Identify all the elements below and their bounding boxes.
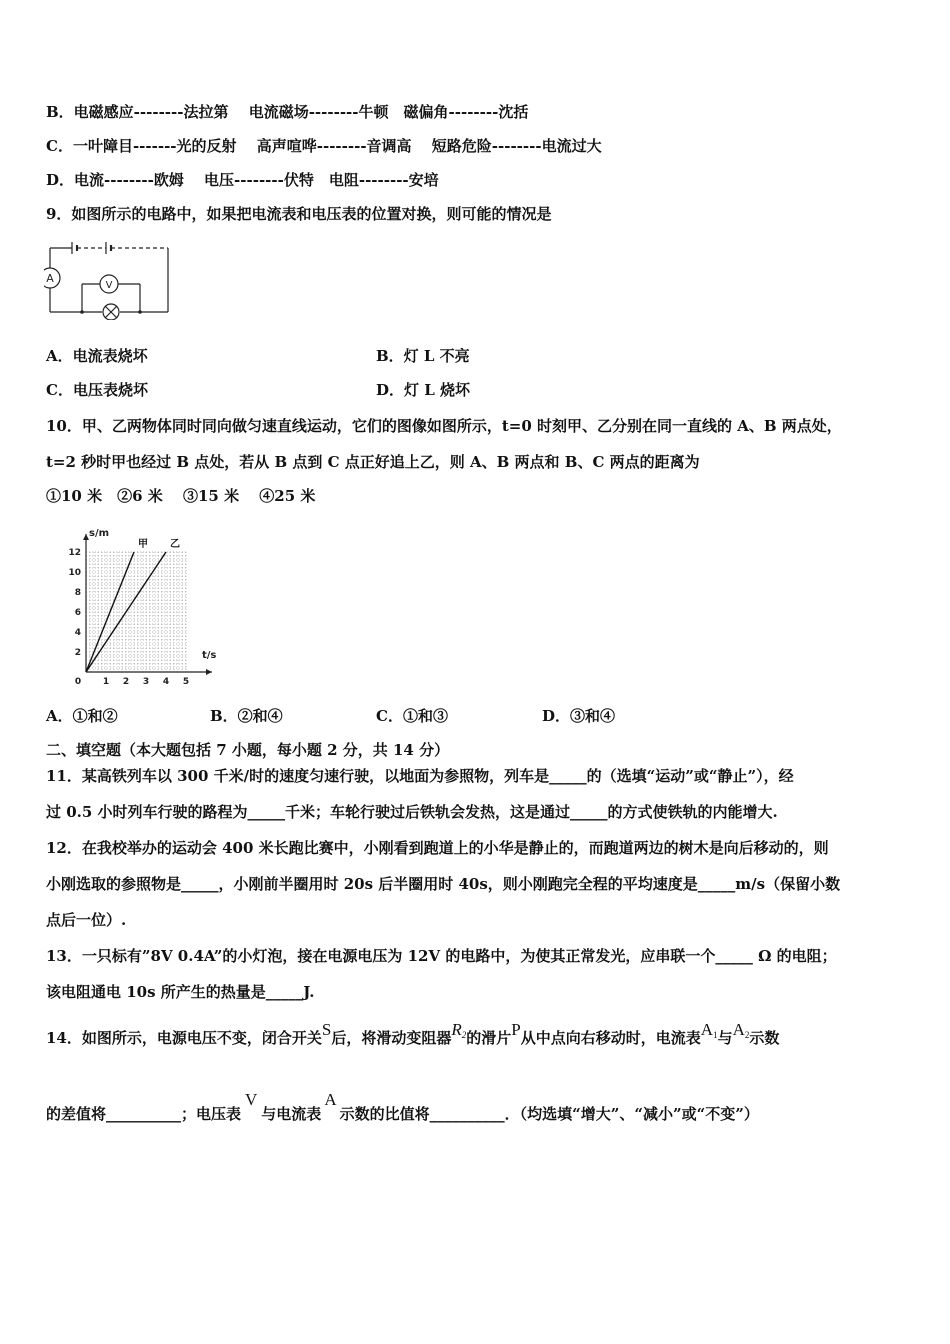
q10-option-a: A．①和②: [46, 707, 118, 725]
q14-text: 后，将滑动变阻器: [331, 1029, 452, 1047]
voltmeter-label: V: [105, 280, 113, 291]
chart-y-label: s/m: [89, 528, 110, 539]
voltmeter-symbol: V: [245, 1090, 258, 1109]
y-tick-label: 2: [74, 648, 81, 658]
ammeter-label: A: [46, 272, 54, 285]
rheostat-symbol: $R_2$: [451, 1020, 467, 1040]
series-label-2: 乙: [170, 539, 180, 550]
q10-st-graph: [62, 524, 232, 689]
q10-choices: ①10 米 ②6 米 ③15 米 ④25 米: [46, 487, 316, 505]
slider-symbol: P: [511, 1020, 521, 1039]
q14-line2: [46, 1090, 759, 1124]
q9-option-c: C．电压表烧坏: [46, 381, 148, 399]
q10-option-c: C．①和③: [376, 707, 448, 725]
q9-stem: 9．如图所示的电路中，如果把电流表和电压表的位置对换，则可能的情况是: [46, 205, 552, 223]
q14-text: 14．如图所示，电源电压不变，闭合开关: [46, 1029, 322, 1047]
section-heading: 二、填空题（本大题包括 7 小题，每小题 2 分，共 14 分）: [46, 741, 450, 759]
q10-option-b: B．②和④: [210, 707, 283, 725]
q14-text: 的差值将__________；电压表: [46, 1105, 242, 1123]
x-axis-arrow: [206, 669, 212, 675]
q14-text: 的滑片: [466, 1029, 512, 1047]
q11-line2: 过 0.5 小时列车行驶的路程为_____千米；车轮行驶过后铁轨会发热，这是通过_____的方式使铁轨的内能增大.: [46, 803, 778, 821]
q12-line1: 12．在我校举办的运动会 400 米长跑比赛中，小刚看到跑道上的小华是静止的，而跑道两边的树木是向后移动的，则: [46, 839, 829, 857]
q10-option-d: D．③和④: [542, 707, 616, 725]
q10-line1: 10．甲、乙两物体同时同向做匀速直线运动，它们的图像如图所示，t=0 时刻甲、乙分别在同一直线的 A、B 两点处，: [46, 417, 842, 435]
switch-symbol: S: [321, 1020, 332, 1039]
y-tick-label: 12: [68, 548, 81, 558]
q10-line2: t=2 秒时甲也经过 B 点处，若从 B 点到 C 点正好追上乙，则 A、B 两点和 B、C 两点的距离为: [46, 453, 700, 471]
q14-line1: [46, 1020, 780, 1053]
q8-option-d: D．电流--------欧姆 电压--------伏特 电阻--------安培: [46, 171, 439, 189]
q14-text: 示数: [749, 1029, 780, 1047]
x-tick-label: 2: [122, 677, 130, 687]
ammeter1-symbol: $A_1$: [700, 1020, 718, 1040]
q9-circuit-diagram: [44, 240, 174, 320]
q12-line2: 小刚选取的参照物是_____，小刚前半圈用时 20s 后半圈用时 40s，则小刚跑完全程的平均速度是_____m/s（保留小数: [46, 875, 841, 893]
q9-option-b: B．灯 L 不亮: [376, 347, 470, 365]
q8-option-c: C．一叶障目-------光的反射 高声喧哗--------音调高 短路危险--------电流过大: [46, 137, 602, 155]
y-tick-label: 4: [74, 628, 81, 638]
x-tick-label: 5: [182, 677, 190, 687]
x-tick-label: 1: [102, 677, 110, 687]
q14-text: 与: [717, 1029, 733, 1047]
y-tick-label: 6: [74, 608, 81, 618]
q11-line1: 11．某高铁列车以 300 千米/时的速度匀速行驶，以地面为参照物，列车是_____的（选填“运动”或“静止”），经: [46, 767, 794, 785]
q13-line2: 该电阻通电 10s 所产生的热量是_____J.: [46, 983, 315, 1001]
chart-grid: [86, 552, 186, 672]
q12-line3: 点后一位）.: [46, 911, 127, 929]
series-label-1: 甲: [138, 539, 148, 550]
ammeter2-symbol: $A_2$: [732, 1020, 750, 1040]
y-tick-label: 10: [68, 568, 81, 578]
q9-option-d: D．灯 L 烧坏: [376, 381, 470, 399]
chart-x-label: t/s: [202, 650, 217, 661]
q9-option-a: A．电流表烧坏: [46, 347, 148, 365]
x-tick-label: 4: [162, 677, 170, 687]
q14-text: 与电流表: [261, 1105, 322, 1123]
ammeter-symbol: A: [324, 1090, 337, 1109]
q13-line1: 13．一只标有”8V 0.4A”的小灯泡，接在电源电压为 12V 的电路中，为使其正常发光，应串联一个_____ Ω 的电阻；: [46, 947, 837, 965]
x-tick-label: 0: [74, 677, 82, 687]
q14-text: 从中点向右移动时，电流表: [520, 1029, 701, 1047]
q8-option-b: B．电磁感应--------法拉第 电流磁场--------牛顿 磁偏角--------沈括: [46, 103, 529, 121]
y-tick-label: 8: [74, 588, 81, 598]
x-tick-label: 3: [142, 677, 150, 687]
q14-text: 示数的比值将__________．（均选填“增大”、“减小”或“不变”）: [339, 1105, 759, 1123]
